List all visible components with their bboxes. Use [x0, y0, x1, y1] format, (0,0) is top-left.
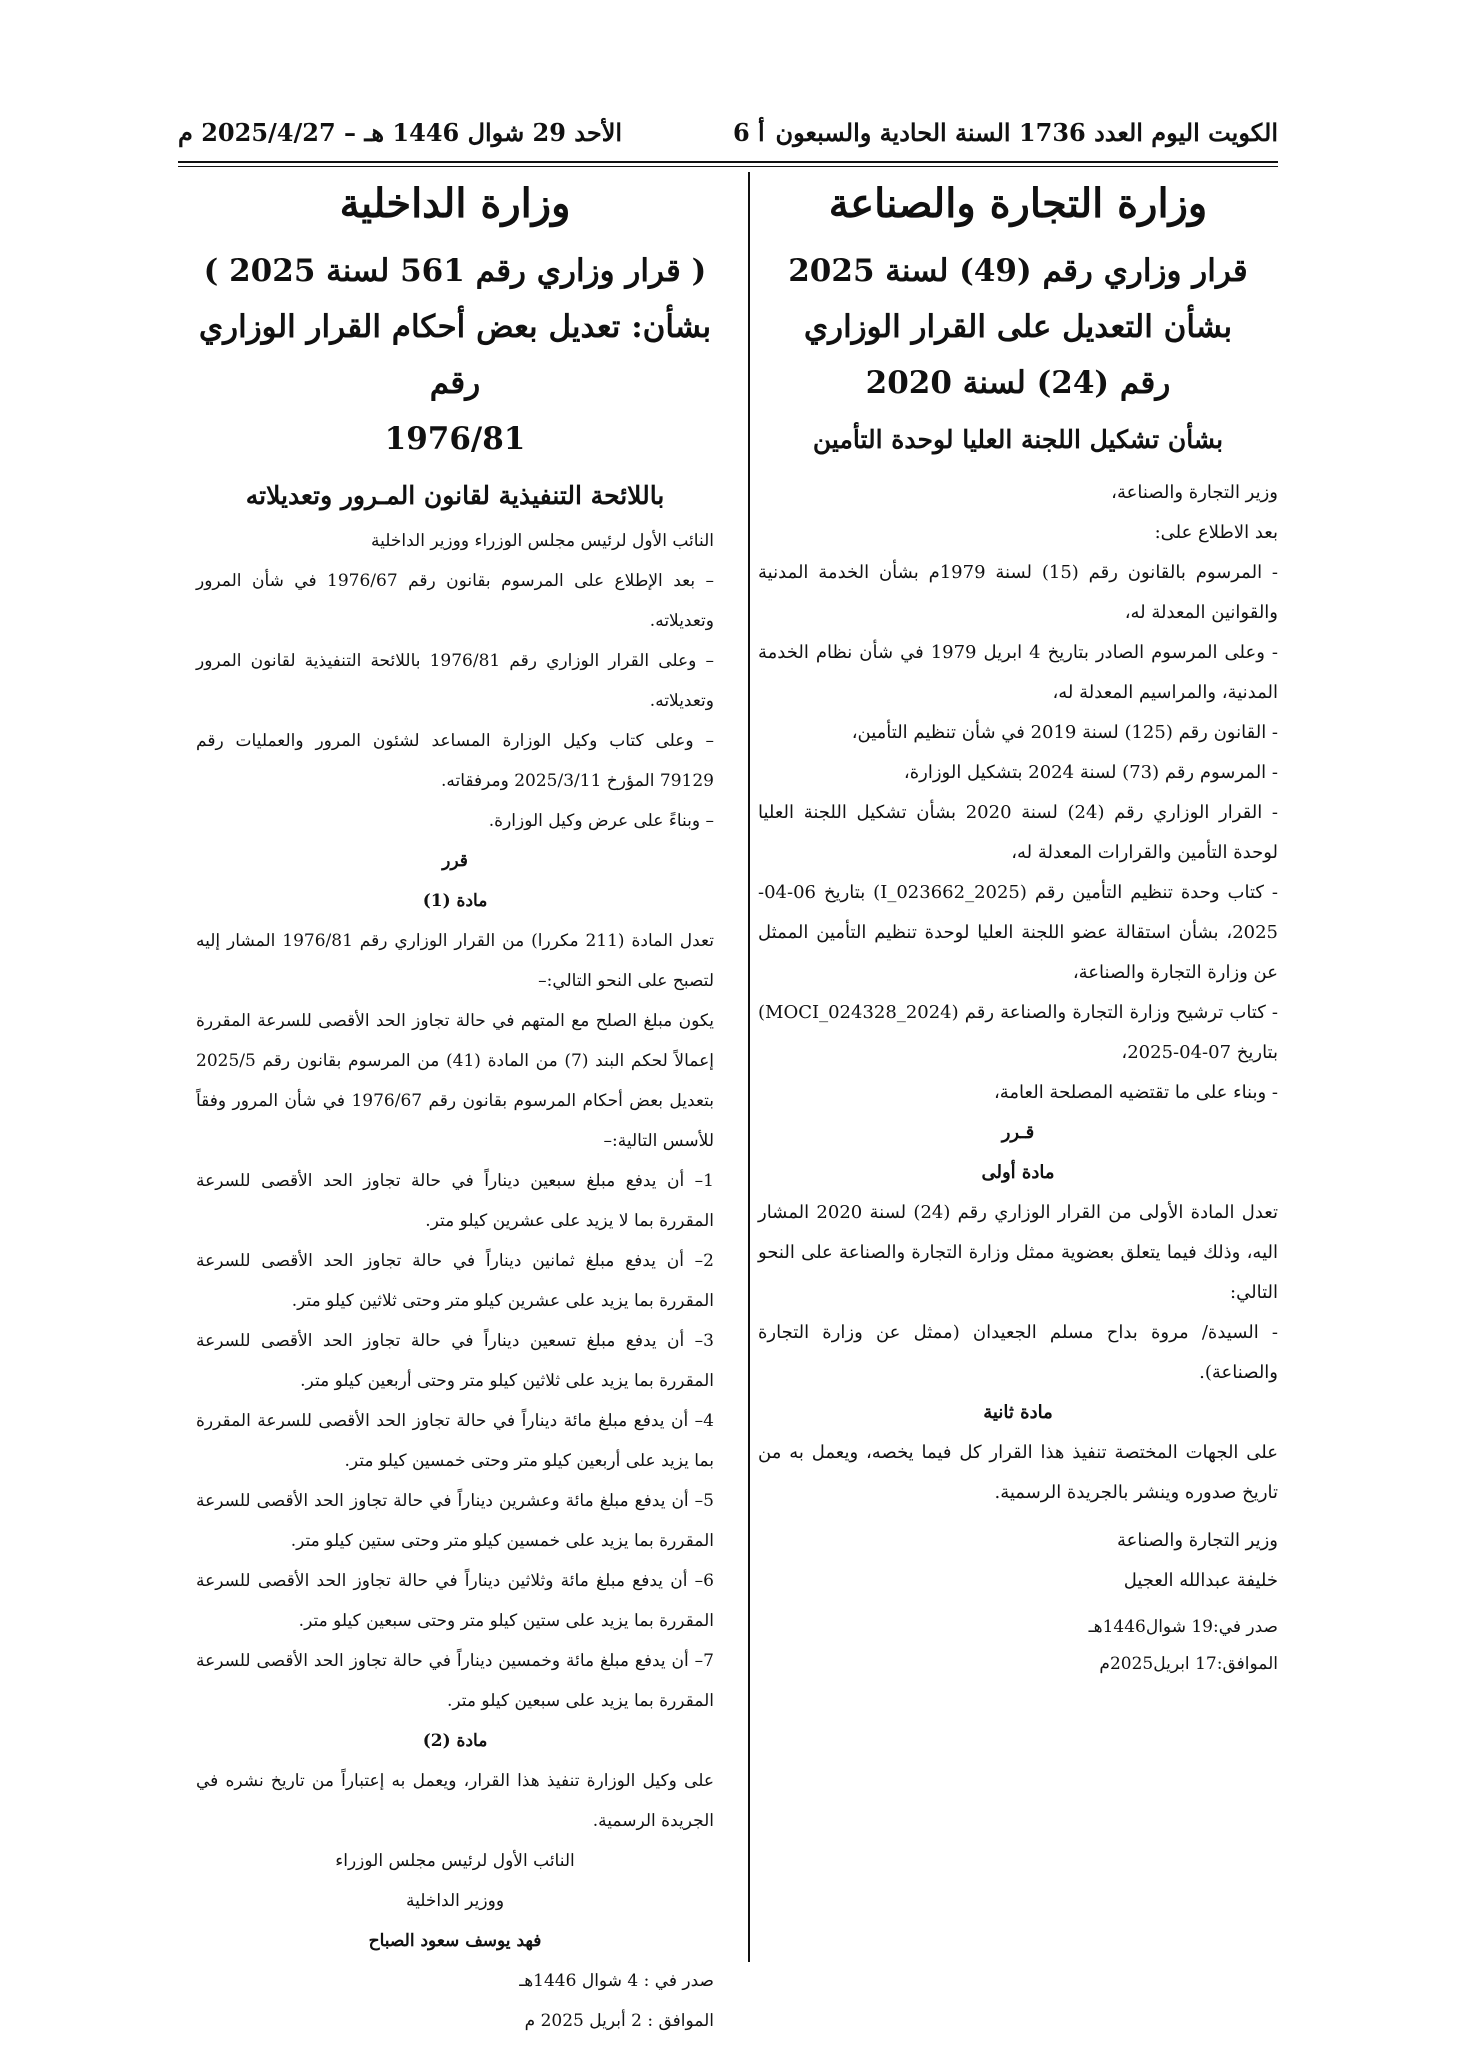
- corresponding-date: الموافق : 2 أبريل 2025 م: [524, 2011, 714, 2031]
- issued-date: صدر في : 4 شوال 1446هـ: [519, 1971, 714, 1991]
- header-issue: الكويت اليوم العدد 1736 السنة الحادية والسبعون: [775, 118, 1278, 147]
- corresponding-date: الموافق:17 ابريل2025م: [1099, 1654, 1278, 1674]
- article-2-heading: مادة ثانية: [983, 1402, 1053, 1423]
- fine-item-3: 3– أن يدفع مبلغ تسعين ديناراً في حالة تجاوز الحد الأقصى للسرعة المقررة بما يزيد على ثلاثين كيلو متر وحتى أربعين كيلو متر.: [196, 1331, 714, 1391]
- intro-minister: وزير التجارة والصناعة،: [1111, 482, 1278, 503]
- recital-3: – وعلى كتاب وكيل الوزارة المساعد لشئون المرور والعمليات رقم 79129 المؤرخ 2025/3/11 ومرفقاته.: [196, 731, 714, 791]
- intro-minister: النائب الأول لرئيس مجلس الوزراء ووزير الداخلية: [370, 531, 714, 551]
- fine-item-6: 6– أن يدفع مبلغ مائة وثلاثين ديناراً في حالة تجاوز الحد الأقصى للسرعة المقررة بما يزيد على ستين كيلو متر وحتى سبعين كيلو متر.: [196, 1571, 714, 1631]
- article-1-heading: مادة أولى: [981, 1162, 1055, 1183]
- recital-8: - وبناء على ما تقتضيه المصلحة العامة،: [993, 1082, 1278, 1103]
- header-page-number: أ 6: [733, 118, 765, 147]
- decision-subject-1: بشأن: تعديل بعض أحكام القرار الوزاري رقم: [198, 309, 712, 401]
- recital-1: - المرسوم بالقانون رقم (15) لسنة 1979م بشأن الخدمة المدنية والقوانين المعدلة له،: [758, 562, 1279, 623]
- fine-item-5: 5– أن يدفع مبلغ مائة وعشرين ديناراً في حالة تجاوز الحد الأقصى للسرعة المقررة بما يزيد على خمسين كيلو متر وحتى ستين كيلو متر.: [196, 1491, 714, 1551]
- decision-subject-3: بشأن تشكيل اللجنة العليا لوحدة التأمين: [812, 425, 1224, 454]
- signatory-line-1: النائب الأول لرئيس مجلس الوزراء: [335, 1851, 575, 1871]
- article-1-body: يكون مبلغ الصلح مع المتهم في حالة تجاوز الحد الأقصى للسرعة المقررة إعمالاً لحكم البند (7) من المادة (41) من المرسوم بقانون رقم 2025/5 بتعديل بعض أحكام المرسوم بقانون رقم 1976/67 في شأن المرور وفقاً للأسس التالية:–: [196, 1011, 715, 1151]
- article-2-text: على وكيل الوزارة تنفيذ هذا القرار، ويعمل به إعتباراً من تاريخ نشره في الجريدة الرسمية.: [196, 1771, 714, 1831]
- fine-item-7: 7– أن يدفع مبلغ مائة وخمسين ديناراً في حالة تجاوز الحد الأقصى للسرعة المقررة بما يزيد على سبعين كيلو متر.: [196, 1651, 714, 1711]
- fine-item-1: 1– أن يدفع مبلغ سبعين ديناراً في حالة تجاوز الحد الأقصى للسرعة المقررة بما لا يزيد على عشرين كيلو متر.: [196, 1171, 714, 1231]
- decision-title: ( قرار وزاري رقم 561 لسنة 2025 ): [203, 253, 707, 289]
- recital-3: - القانون رقم (125) لسنة 2019 في شأن تنظيم التأمين،: [851, 722, 1278, 743]
- recital-4: - المرسوم رقم (73) لسنة 2024 بتشكيل الوزارة،: [903, 762, 1278, 783]
- issued-date: صدر في:19 شوال1446هـ: [1088, 1617, 1278, 1637]
- signatory-title: وزير التجارة والصناعة: [1116, 1530, 1278, 1551]
- recital-6: - كتاب وحدة تنظيم التأمين رقم (2025_023662_I) بتاريخ 06-04-2025، بشأن استقالة عضو اللجنة العليا لوحدة تنظيم التأمين الممثل عن وزارة التجارة والصناعة،: [758, 882, 1278, 983]
- article-2-text: على الجهات المختصة تنفيذ هذا القرار كل فيما يخصه، ويعمل به من تاريخ صدوره وينشر بالجريدة الرسمية.: [758, 1442, 1278, 1503]
- recital-7: - كتاب ترشيح وزارة التجارة والصناعة رقم (MOCI_024328_2024) بتاريخ 07-04-2025،: [758, 1002, 1278, 1063]
- recital-1: – بعد الإطلاع على المرسوم بقانون رقم 1976/67 في شأن المرور وتعديلاته.: [196, 571, 714, 631]
- member-line: - السيدة/ مروة بداح مسلم الجعيدان (ممثل عن وزارة التجارة والصناعة).: [758, 1322, 1278, 1383]
- recital-4: – وبناءً على عرض وكيل الوزارة.: [488, 811, 714, 831]
- decided-heading: قرر: [442, 851, 468, 871]
- signatory-name: خليفة عبدالله العجيل: [1123, 1570, 1278, 1591]
- recital-5: - القرار الوزاري رقم (24) لسنة 2020 بشأن تشكيل اللجنة العليا لوحدة التأمين والقرارات المعدلة له،: [758, 802, 1279, 863]
- fine-item-4: 4– أن يدفع مبلغ مائة ديناراً في حالة تجاوز الحد الأقصى للسرعة المقررة بما يزيد على أربعين كيلو متر وحتى خمسين كيلو متر.: [196, 1411, 714, 1471]
- fine-item-2: 2– أن يدفع مبلغ ثمانين ديناراً في حالة تجاوز الحد الأقصى للسرعة المقررة بما يزيد على عشرين كيلو متر وحتى ثلاثين كيلو متر.: [196, 1251, 714, 1311]
- article-1-text: تعدل المادة الأولى من القرار الوزاري رقم (24) لسنة 2020 المشار اليه، وذلك فيما يتعلق بعضوية ممثل وزارة التجارة والصناعة على النحو التالي:: [758, 1202, 1278, 1303]
- decision-title: قرار وزاري رقم (49) لسنة 2025: [788, 253, 1248, 289]
- intro-reviewed: بعد الاطلاع على:: [1154, 522, 1278, 543]
- decided-heading: قـرر: [1001, 1122, 1035, 1143]
- page-header: [178, 118, 1278, 158]
- article-1-heading: مادة (1): [422, 891, 488, 911]
- interior-decision-column: [196, 180, 714, 2041]
- signatory-line-2: ووزير الداخلية: [405, 1891, 505, 1911]
- signatory-name: فهد يوسف سعود الصباح: [368, 1931, 542, 1951]
- ministry-title: وزارة الداخلية: [339, 180, 571, 227]
- recital-2: - وعلى المرسوم الصادر بتاريخ 4 ابريل 1979 في شأن نظام الخدمة المدنية، والمراسيم المعدلة له،: [758, 642, 1279, 703]
- article-2-heading: مادة (2): [422, 1731, 488, 1751]
- recital-2: – وعلى القرار الوزاري رقم 1976/81 باللائحة التنفيذية لقانون المرور وتعديلاته.: [196, 651, 714, 711]
- decision-subject-2: 1976/81: [384, 421, 526, 457]
- header-rule-thin: [178, 166, 1278, 167]
- header-rule: [178, 161, 1278, 163]
- commerce-decision-column: [758, 180, 1278, 1683]
- article-1-text: تعدل المادة (211 مكررا) من القرار الوزاري رقم 1976/81 المشار إليه لتصبح على النحو التالي:–: [196, 931, 714, 991]
- header-date: الأحد 29 شوال 1446 هـ – 2025/4/27 م: [178, 118, 623, 147]
- column-divider: [748, 172, 750, 1962]
- ministry-title: وزارة التجارة والصناعة: [828, 180, 1208, 227]
- decision-subject-2: رقم (24) لسنة 2020: [865, 365, 1171, 401]
- decision-subject-3: باللائحة التنفيذية لقانون المـرور وتعديلاته: [245, 481, 665, 510]
- decision-subject-1: بشأن التعديل على القرار الوزاري: [803, 309, 1233, 345]
